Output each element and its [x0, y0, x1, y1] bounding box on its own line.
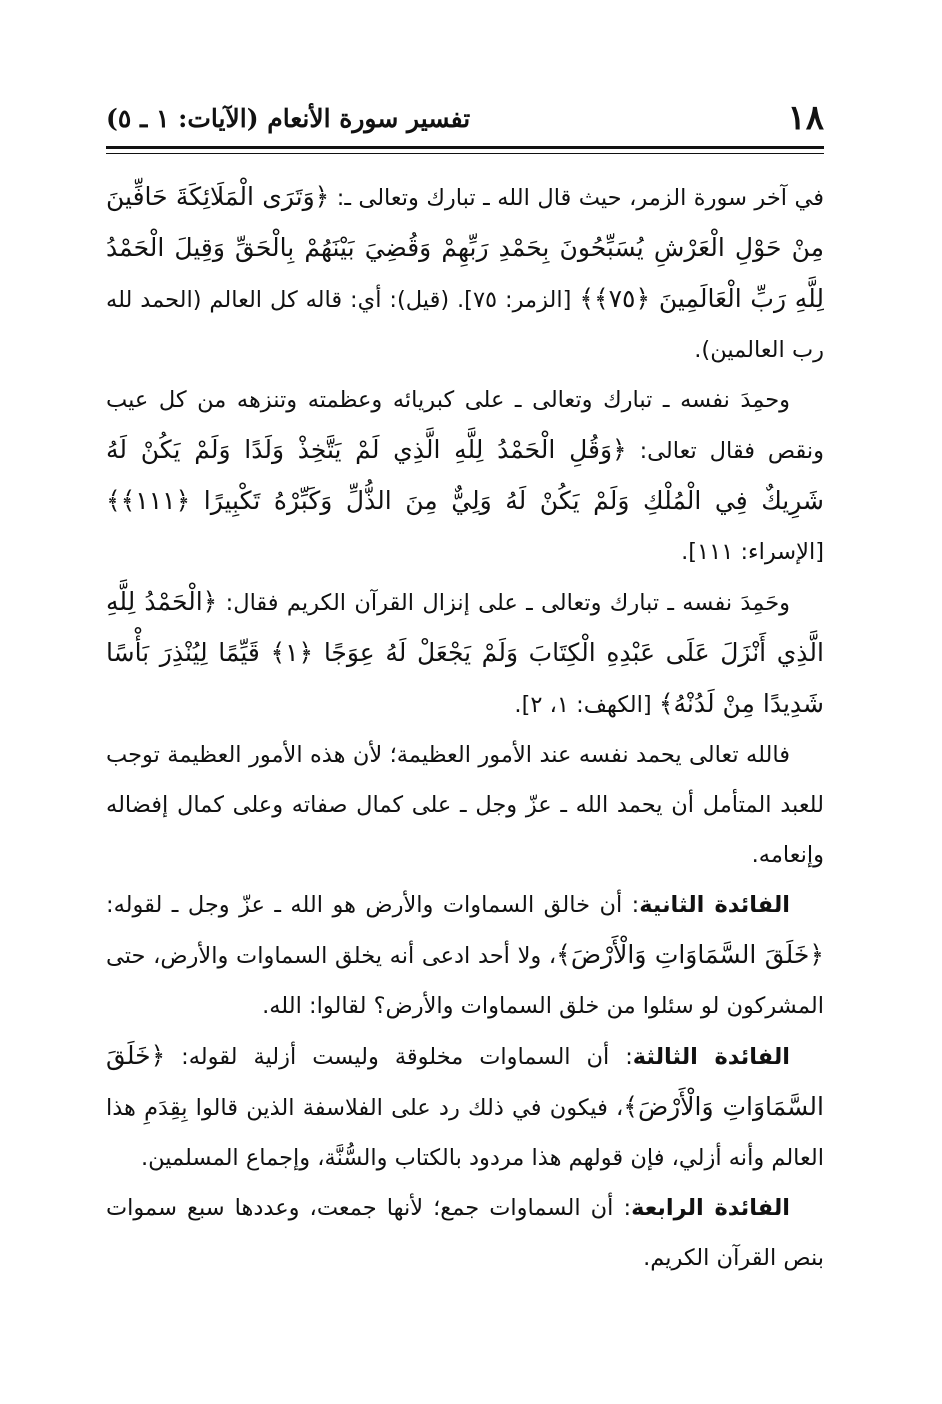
paragraph — [106, 1183, 824, 1283]
benefit-heading: الفائدة الرابعة — [631, 1195, 791, 1221]
paragraph — [106, 172, 824, 375]
text-run: : أن السماوات جمع؛ لأنها جمعت، وعددها سبع سموات بنص القرآن الكريم. — [106, 1195, 824, 1271]
benefit-heading: الفائدة الثالثة — [632, 1044, 790, 1070]
paragraph — [106, 375, 824, 577]
quran-verse: ﴿خَلَقَ السَّمَاوَاتِ وَالْأَرْضَ﴾ — [106, 1041, 824, 1121]
quran-verse: ﴿خَلَقَ السَّمَاوَاتِ وَالْأَرْضَ﴾ — [556, 940, 824, 969]
page-header — [106, 98, 824, 144]
text-run: وحَمِدَ نفسه ـ تبارك وتعالى ـ على إنزال القرآن الكريم فقال: — [217, 590, 790, 616]
quran-verse: ﴿الْحَمْدُ لِلَّهِ الَّذِي أَنْزَلَ عَلَى عَبْدِهِ الْكِتَابَ وَلَمْ يَجْعَلْ لَهُ عِوَجًا ﴿١﴾ قَيِّمًا لِيُنْذِرَ بَأْسًا شَدِيدًا مِنْ لَدُنْهُ﴾ — [106, 587, 824, 718]
text-run: [الإسراء: ١١١]. — [681, 539, 824, 565]
text-run: : أن خالق السماوات والأرض هو الله ـ عزّ وجل ـ لقوله: — [106, 892, 640, 918]
text-run: وحمِدَ نفسه ـ تبارك وتعالى ـ على كبريائه وعظمته وتنزهه من كل عيب ونقص فقال تعالى: — [106, 387, 824, 464]
text-run: فالله تعالى يحمد نفسه عند الأمور العظيمة؛ لأن هذه الأمور العظيمة توجب للعبد المتأمل أن يحمد الله ـ عزّ وجل ـ على كمال صفاته وعلى كمال إفضاله وإنعامه. — [106, 742, 824, 868]
text-run: : أن السماوات مخلوقة وليست أزلية لقوله: — [165, 1044, 633, 1070]
text-run: ، فيكون في ذلك رد على الفلاسفة الذين قالوا بِقِدَمِ هذا العالم وأنه أزلي، فإن قولهم هذا مردود بالكتاب والسُّنَّة، وإجماع المسلمين. — [106, 1095, 824, 1171]
paragraph — [106, 1031, 824, 1183]
benefit-heading: الفائدة الثانية — [639, 892, 791, 918]
paragraph — [106, 577, 824, 730]
header-rule-thick — [106, 146, 824, 149]
header-rule-thin — [106, 153, 824, 154]
running-title: تفسير سورة الأنعام (الآيات: ١ ـ ٥) — [106, 104, 471, 133]
paragraph — [106, 880, 824, 1031]
text-run: [الكهف: ١، ٢]. — [514, 692, 659, 718]
quran-verse: ﴿وَتَرَى الْمَلَائِكَةَ حَافِّينَ مِنْ حَوْلِ الْعَرْشِ يُسَبِّحُونَ بِحَمْدِ رَبِّهِمْ وَقُضِيَ بَيْنَهُمْ بِالْحَقِّ وَقِيلَ الْحَمْدُ لِلَّهِ رَبِّ الْعَالَمِينَ ﴿٧٥﴾﴾ — [106, 182, 824, 313]
text-run: في آخر سورة الزمر، حيث قال الله ـ تبارك وتعالى ـ: — [329, 185, 824, 211]
quran-verse: ﴿وَقُلِ الْحَمْدُ لِلَّهِ الَّذِي لَمْ يَتَّخِذْ وَلَدًا وَلَمْ يَكُنْ لَهُ شَرِيكٌ فِي الْمُلْكِ وَلَمْ يَكُنْ لَهُ وَلِيٌّ مِنَ الذُّلِّ وَكَبِّرْهُ تَكْبِيرًا ﴿١١١﴾﴾ — [106, 435, 824, 515]
paragraph — [106, 730, 824, 880]
page-number: ١٨ — [787, 98, 824, 138]
text-run: ، ولا أحد ادعى أنه يخلق السماوات والأرض، حتى المشركون لو سئلوا من خلق السماوات والأرض؟ لقالوا: الله. — [106, 943, 824, 1019]
page-body — [106, 172, 824, 1314]
text-run: [الزمر: ٧٥]. (قيل): أي: قاله كل العالم (الحمد لله رب العالمين). — [106, 287, 824, 363]
